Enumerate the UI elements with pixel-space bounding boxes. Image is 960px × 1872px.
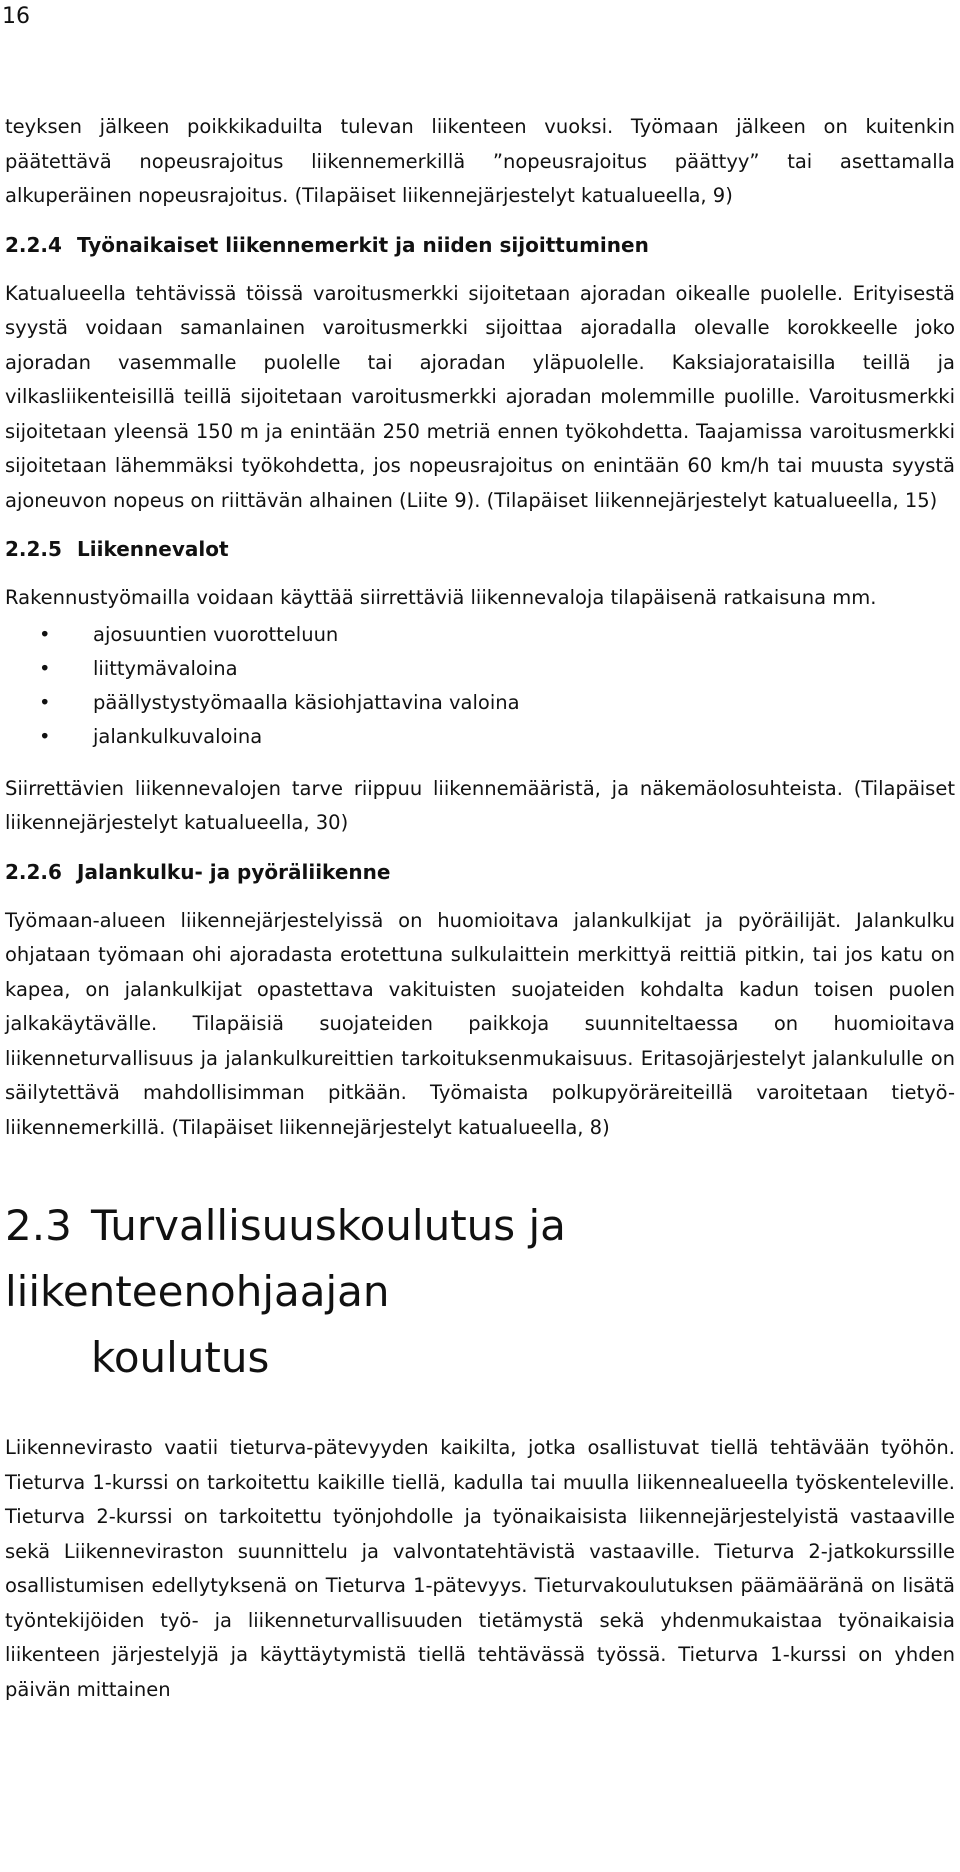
section-intro-2-2-5: Rakennustyömailla voidaan käyttää siirrettäviä liikennevaloja tilapäisenä ratkaisuna mm. (5, 586, 877, 609)
bullet-icon: • (39, 724, 51, 748)
list-item (5, 686, 955, 720)
section-paragraph-2-3: Liikennevirasto vaatii tieturva-pätevyyden kaikilta, jotka osallistuvat tiellä tehtävään työhön. Tieturva 1-kurssi on tarkoitettu kaikille tiellä, kadulla tai muulla liikennealueella työskenteleville. Tieturva 2-kurssi on tarkoitettu työnjohdolle ja työnaikaisista liikennejärjestelyistä vastaaville sekä Liikenneviraston suunnittelu ja valvontatehtävistä vastaaville. Tieturva 2-jatkokurssille osallistumisen edellytyksenä on Tieturva 1-pätevyys. Tieturvakoulutuksen päämääränä on lisätä työntekijöiden työ- ja liikenneturvallisuuden tietämystä sekä yhdenmukaistaa työnaikaisia liikenteen järjestelyjä ja käyttäytymistä tiellä tehtävässä työssä. Tieturva 1-kurssi on yhden päivän mittainen (5, 1436, 955, 1701)
list-item-text: päällystystyömaalla käsiohjattavina valoina (93, 690, 520, 714)
section-title-line-1: Turvallisuuskoulutus ja liikenteenohjaajan (5, 1201, 566, 1316)
page-number: 16 (2, 4, 30, 29)
section-paragraph-2-2-6: Työmaan-alueen liikennejärjestelyissä on huomioitava jalankulkijat ja pyöräilijät. Jalankulku ohjataan työmaan ohi ajoradasta erotettuna sulkulaittein merkittyä reittiä pitkin, tai jos katu on kapea, on jalankulkijat opastettava vakituisten suojateiden kohdalta kadun toisen puolen jalkakäytävälle. Tilapäisiä suojateiden paikkoja suunniteltaessa on huomioitava liikenneturvallisuus ja jalankulkureittien tarkoituksenmukaisuus. Eritasojärjestelyt jalankululle on säilytettävä mahdollisimman pitkään. Työmaista polkupyöräreiteillä varoitetaan tietyö-liikennemerkillä. (Tilapäiset liikennejärjestelyt katualueella, 8) (5, 908, 955, 1139)
section-number: 2.2.4 (5, 232, 62, 257)
document-body (5, 110, 955, 1707)
section-number: 2.3 (5, 1201, 72, 1250)
section-title: Liikennevalot (77, 537, 229, 561)
intro-paragraph: teyksen jälkeen poikkikaduilta tulevan liikenteen vuoksi. Työmaan jälkeen on kuitenkin päätettävä nopeusrajoitus liikennemerkillä ”nopeusrajoitus päättyy” tai asettamalla alkuperäinen nopeusrajoitus. (Tilapäiset liikennejärjestelyt katualueella, 9) (5, 115, 955, 207)
list-item (5, 618, 955, 652)
list-item (5, 652, 955, 686)
section-heading-2-2-5 (5, 532, 955, 566)
bullet-icon: • (39, 622, 51, 646)
section-title: Työnaikaiset liikennemerkit ja niiden sijoittuminen (77, 232, 649, 257)
list-item-text: jalankulkuvaloina (93, 724, 263, 748)
list-item (5, 720, 955, 754)
section-title-line-2: koulutus (91, 1333, 270, 1382)
section-heading-2-2-4 (5, 228, 955, 262)
section-title: Jalankulku- ja pyöräliikenne (77, 859, 391, 884)
list-item-text: ajosuuntien vuorotteluun (93, 622, 339, 646)
section-paragraph-2-2-4: Katualueella tehtävissä töissä varoitusmerkki sijoitetaan ajoradan oikealle puolelle. Erityisestä syystä voidaan samanlainen varoitusmerkki sijoittaa ajoradalla olevalle korokkeelle joko ajoradan vasemmalle puolelle tai ajoradan yläpuolelle. Kaksiajorataisilla teillä ja vilkasliikenteisillä teillä sijoitetaan varoitusmerkki ajoradan molemmille puolille. Varoitusmerkki sijoitetaan yleensä 150 m ja enintään 250 metriä ennen työkohdetta. Taajamissa varoitusmerkki sijoitetaan lähemmäksi työkohdetta, jos nopeusrajoitus on enintään 60 km/h tai muusta syystä ajoneuvon nopeus on riittävän alhainen (Liite 9). (Tilapäiset liikennejärjestelyt katualueella, 15) (5, 281, 955, 512)
section-number: 2.2.6 (5, 859, 62, 884)
section-heading-2-3 (5, 1193, 955, 1391)
bullet-list (5, 618, 955, 754)
list-item-text: liittymävaloina (93, 656, 238, 680)
section-number: 2.2.5 (5, 537, 62, 561)
bullet-icon: • (39, 656, 51, 680)
section-paragraph-2-2-5: Siirrettävien liikennevalojen tarve riippuu liikennemääristä, ja näkemäolosuhteista. (Tilapäiset liikennejärjestelyt katualueella, 30) (5, 776, 955, 834)
bullet-icon: • (39, 690, 51, 714)
section-heading-2-2-6 (5, 855, 955, 889)
